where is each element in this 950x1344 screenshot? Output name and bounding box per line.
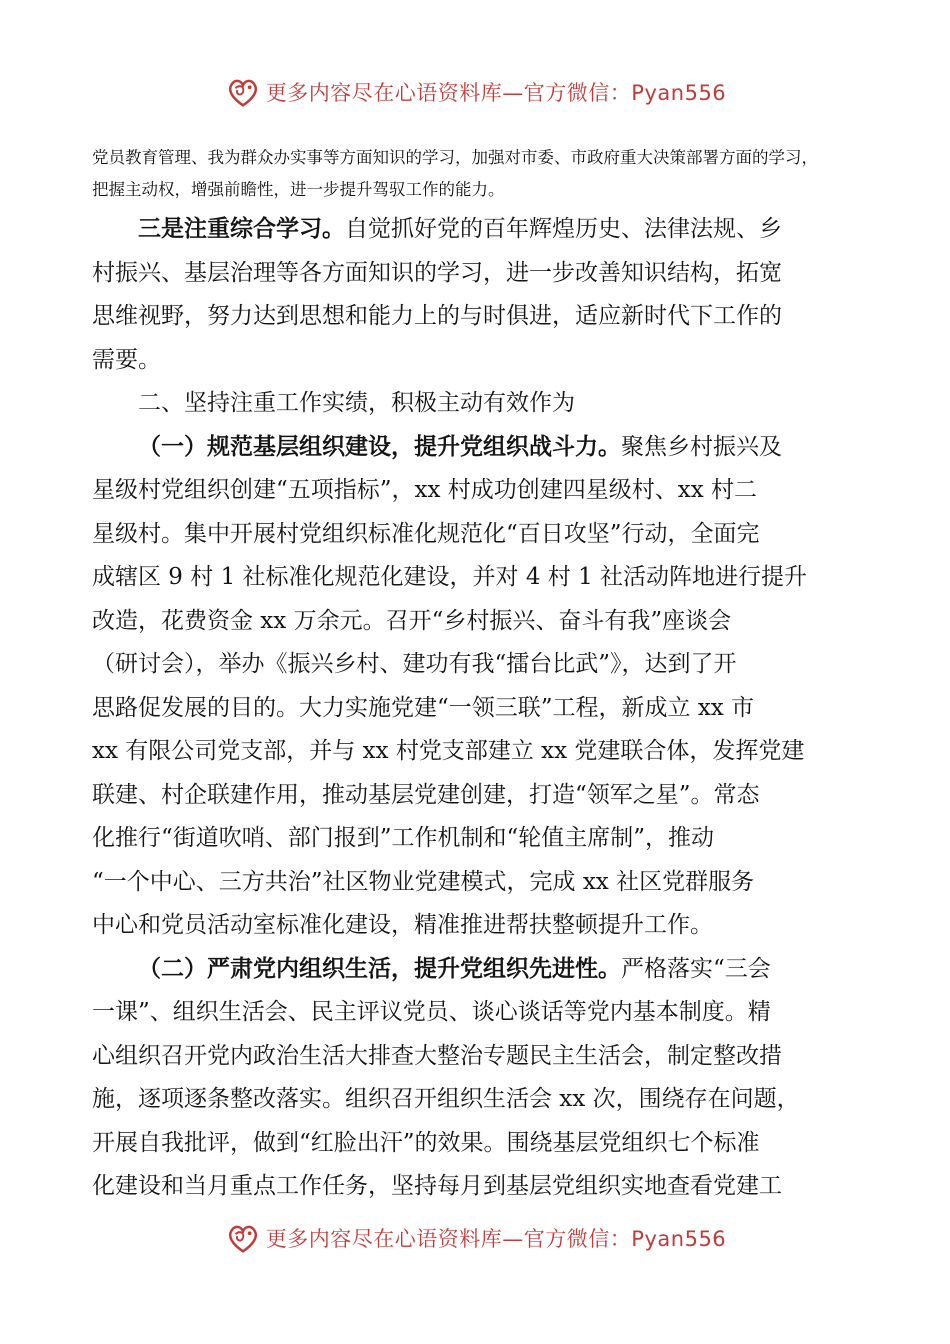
subsection-2-first-line: [92, 948, 872, 992]
paragraph-3-first-line: [92, 208, 872, 252]
subsection-1-line: 中心和党员活动室标准化建设，精准推进帮扶整顿提升工作。: [92, 912, 713, 938]
subsection-2-line: 心组织召开党内政治生活大排查大整治专题民主生活会，制定整改措: [92, 1042, 782, 1069]
subsection-2-line: 化建设和当月重点工作任务，坚持每月到基层党组织实地查看党建工: [92, 1173, 782, 1199]
footer-banner-text: 更多内容尽在心语资料库—官方微信：Pyan556: [265, 1227, 727, 1251]
subsection-1-text: 聚焦乡村振兴及: [621, 433, 782, 460]
subsection-1-line: xx 有限公司党支部，并与 xx 村党支部建立 xx 党建联合体，发挥党建: [92, 738, 805, 764]
subsection-2-line: 施，逐项逐条整改落实。组织召开组织生活会 xx 次，围绕存在问题，: [92, 1086, 800, 1112]
intro-line: 把握主动权，增强前瞻性，进一步提升驾驭工作的能力。: [92, 180, 505, 199]
section-2-heading: 二、坚持注重工作实绩，积极主动有效作为: [138, 390, 575, 416]
intro-block: [92, 142, 872, 206]
subsection-1-line: “一个中心、三方共治”社区物业党建模式，完成 xx 社区党群服务: [92, 868, 755, 895]
footer-banner: [0, 1218, 950, 1258]
subsection-1-line: 联建、村企联建作用，推动基层党建创建，打造“领军之星”。常态: [92, 781, 760, 808]
subsection-2-lead: （二）严肃党内组织生活，提升党组织先进性。: [138, 955, 621, 982]
subsection-1-lead: （一）规范基层组织建设，提升党组织战斗力。: [138, 433, 621, 460]
stylized-heart-swirl-logo-icon: [224, 73, 262, 111]
footer-banner-inner: [224, 1219, 726, 1257]
subsection-1-line: 星级村。集中开展村党组织标准化规范化“百日攻坚”行动，全面完: [92, 520, 760, 547]
subsection-1-line: 成辖区 9 村 1 社标准化规范化建设，并对 4 村 1 社活动阵地进行提升: [92, 564, 808, 590]
subsection-1-line: 思路促发展的目的。大力实施党建“一领三联”工程，新成立 xx 市: [92, 694, 755, 721]
paragraph-3-line: 村振兴、基层治理等各方面知识的学习，进一步改善知识结构，拓宽: [92, 259, 782, 286]
subsection-2-text: 严格落实“三会: [621, 955, 771, 982]
subsection-2-line: 一课”、组织生活会、民主评议党员、谈心谈话等党内基本制度。精: [92, 999, 771, 1025]
subsection-2-line: 开展自我批评，做到“红脸出汗”的效果。围绕基层党组织七个标准: [92, 1129, 760, 1156]
subsection-1-line: （研讨会），举办《振兴乡村、建功有我“擂台比武”》，达到了开: [92, 651, 737, 677]
paragraph-3-text: 自觉抓好党的百年辉煌历史、法律法规、乡: [345, 216, 782, 242]
paragraph-3-line: 思维视野，努力达到思想和能力上的与时俱进，适应新时代下工作的: [92, 303, 782, 329]
subsection-1-line: 星级村党组织创建“五项指标”，xx 村成功创建四星级村、xx 村二: [92, 477, 758, 503]
intro-line: 党员教育管理、我为群众办实事等方面知识的学习，加强对市委、市政府重大决策部署方面的学习，: [92, 148, 818, 167]
paragraph-3-lead: 三是注重综合学习。: [138, 216, 345, 242]
subsection-1-line: 化推行“街道吹哨、部门报到”工作机制和“轮值主席制”，推动: [92, 825, 715, 851]
subsection-1-line: 改造，花费资金 xx 万余元。召开“乡村振兴、奋斗有我”座谈会: [92, 607, 732, 634]
subsection-1-first-line: [92, 426, 872, 470]
stylized-heart-swirl-logo-icon: [224, 1219, 262, 1257]
header-banner-text: 更多内容尽在心语资料库—官方微信：Pyan556: [265, 81, 727, 105]
paragraph-3-line: 需要。: [92, 346, 161, 373]
header-banner: [0, 72, 950, 112]
header-banner-inner: [224, 73, 726, 111]
document-body: [92, 208, 872, 1209]
